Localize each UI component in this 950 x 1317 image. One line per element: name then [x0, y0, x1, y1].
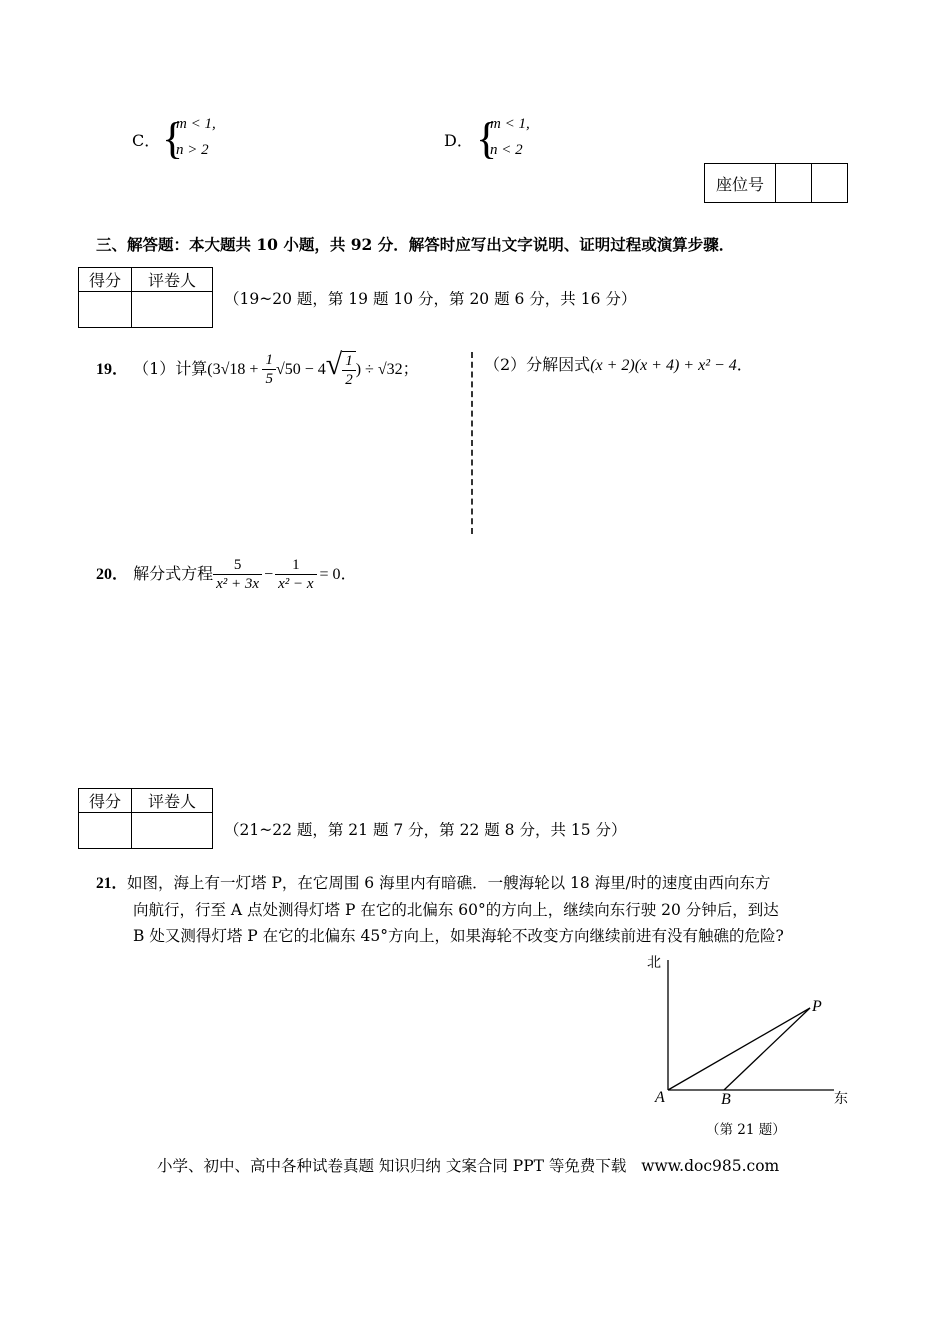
fraction-denominator: x² + 3x: [216, 576, 260, 592]
figure-point-a: A: [655, 1089, 665, 1106]
question-19-part-1: [96, 343, 419, 387]
score-box-1-grader-cell[interactable]: [132, 292, 213, 328]
question-19-part-1-end: ；: [402, 359, 419, 378]
question-19-expr-b: √50 − 4: [275, 361, 326, 378]
line-bp: [724, 1008, 810, 1090]
score-box-2-grader-header: 评卷人: [132, 789, 213, 813]
question-19-expr-c: ) ÷ √32: [355, 361, 403, 378]
score-box-2-score-header: 得分: [79, 789, 132, 813]
score-box-2: [78, 788, 213, 849]
question-20-number: 20．: [96, 566, 129, 583]
score-box-2-score-cell[interactable]: [79, 813, 132, 849]
score-box-1-score-cell[interactable]: [79, 292, 132, 328]
score-box-2-note: （21~22 题，第 21 题 7 分，第 22 题 8 分，共 15 分）: [224, 821, 627, 839]
seat-number-label: 座位号: [705, 164, 776, 203]
score-box-2-grader-cell[interactable]: [132, 813, 213, 849]
option-d-line2: n < 2: [490, 142, 523, 158]
option-d-brace: {: [476, 114, 498, 163]
fraction-numerator: 1: [342, 352, 356, 371]
fraction-numerator: 1: [262, 351, 276, 370]
figure-point-b: B: [721, 1091, 731, 1108]
question-19-part-1-prefix: （1）计算: [133, 359, 208, 378]
option-d-system: [490, 111, 530, 163]
section-heading: 三、解答题：本大题共 10 小题，共 92 分．解答时应写出文字说明、证明过程或演算步骤．: [96, 235, 735, 254]
option-c-label: C．: [132, 131, 161, 150]
question-20-rhs: = 0: [319, 566, 341, 583]
option-c-line1: m < 1,: [176, 116, 216, 132]
figure-21-diagram: [640, 948, 860, 1108]
question-19-fraction-1-5: [262, 351, 276, 388]
question-19-number: 19．: [96, 361, 129, 378]
option-d-line1: m < 1,: [490, 116, 530, 132]
question-21-line-1: [96, 870, 876, 897]
seat-number-cell-1[interactable]: [776, 164, 812, 203]
score-box-1: [78, 267, 213, 328]
seat-number-cell-2[interactable]: [812, 164, 848, 203]
figure-east-label: 东: [834, 1091, 848, 1107]
question-21-line-2: 向航行，行至 A 点处测得灯塔 P 在它的北偏东 60°的方向上，继续向东行驶 20 分钟后，到达: [133, 901, 779, 919]
question-19-fraction-1-2: [342, 351, 356, 389]
question-19-part-2-expr: (x + 2)(x + 4) + x² − 4: [590, 357, 737, 374]
sqrt-sign: √: [325, 348, 343, 381]
question-20: [96, 552, 357, 596]
fraction-denominator: 2: [345, 371, 353, 388]
seat-number-box: [704, 163, 848, 203]
option-c-brace: {: [162, 114, 184, 163]
score-box-1-score-header: 得分: [79, 268, 132, 292]
score-box-1-note: （19~20 题，第 19 题 10 分，第 20 题 6 分，共 16 分）: [224, 290, 637, 308]
question-20-end: ．: [340, 564, 357, 583]
figure-north-label: 北: [647, 955, 661, 971]
question-19-part-2: [484, 343, 753, 387]
question-19-part-2-end: ．: [736, 355, 753, 374]
option-c-system: [176, 111, 216, 163]
option-d-label: D．: [444, 131, 473, 150]
question-20-fraction-2: [275, 556, 316, 593]
fraction-denominator: x² − x: [278, 576, 314, 592]
fraction-numerator: 5: [213, 556, 262, 575]
question-19-divider: [471, 352, 473, 534]
question-21-text-1: 如图，海上有一灯塔 P，在它周围 6 海里内有暗礁．一艘海轮以 18 海里/时的速度由西向东方: [127, 874, 771, 892]
question-20-minus: −: [264, 566, 274, 583]
figure-caption: （第 21 题）: [706, 1122, 786, 1138]
figure-21: [640, 948, 860, 1138]
fraction-numerator: 1: [275, 556, 316, 575]
question-21: [96, 870, 876, 949]
question-20-fraction-1: [213, 556, 262, 593]
line-ap: [668, 1008, 810, 1090]
question-19-expr-a: (3√18 +: [207, 361, 263, 378]
figure-point-p: P: [812, 998, 822, 1015]
fraction-denominator: 5: [265, 371, 273, 387]
option-c-line2: n > 2: [176, 142, 209, 158]
question-21-line-3: B 处又测得灯塔 P 在它的北偏东 45°方向上，如果海轮不改变方向继续前进有没有触礁的危险?: [133, 927, 784, 945]
footer-text: 小学、初中、高中各种试卷真题 知识归纳 文案合同 PPT 等免费下载 www.doc985.com: [157, 1157, 780, 1175]
score-box-1-grader-header: 评卷人: [132, 268, 213, 292]
question-20-prefix: 解分式方程: [133, 564, 214, 583]
question-21-number: 21．: [96, 875, 128, 892]
question-19-part-2-prefix: （2）分解因式: [484, 355, 591, 374]
